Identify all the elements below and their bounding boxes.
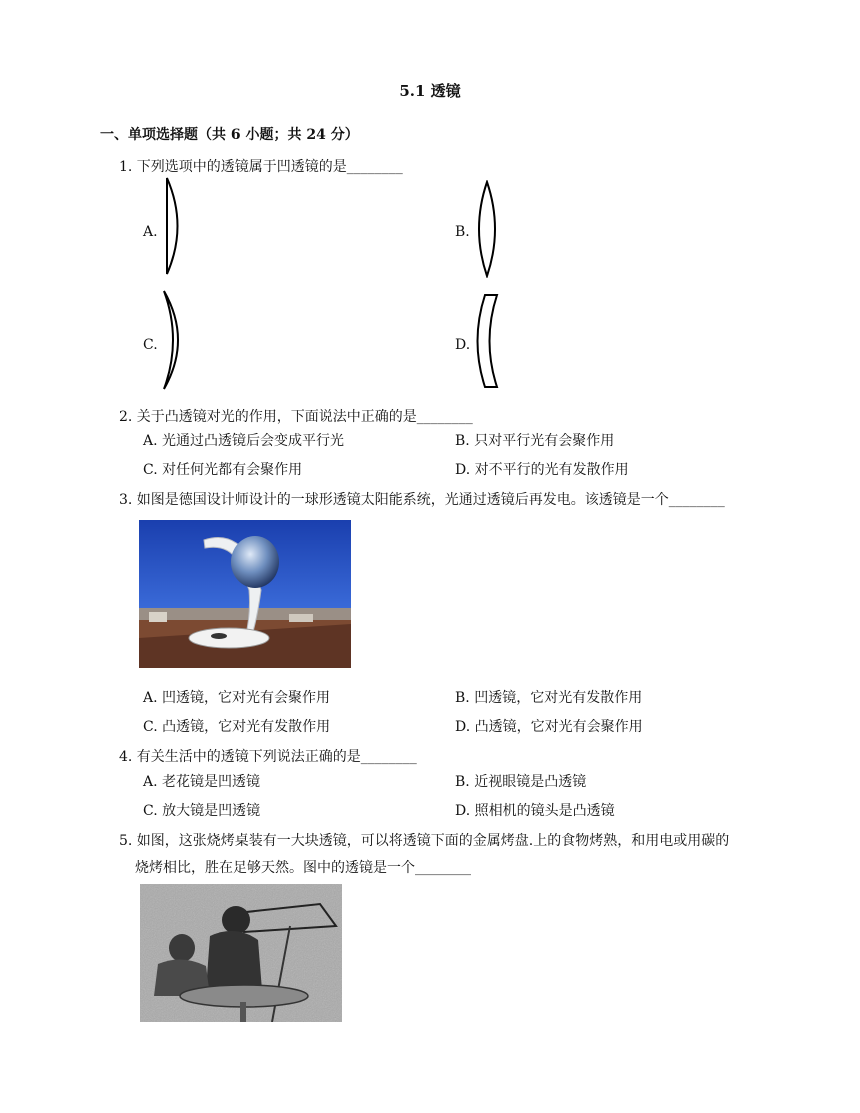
page-title: 5.1 透镜 [399,82,461,100]
question-4-stem: 4. 有关生活中的透镜下列说法正确的是________ [119,749,417,765]
biconvex-lens-icon [472,180,502,278]
q1-label-c: C. [143,337,158,353]
q2-option-b: B. 只对平行光有会聚作用 [455,433,615,449]
meniscus-convex-lens-icon [160,288,190,392]
q4-option-d: D. 照相机的镜头是凸透镜 [455,803,615,819]
bbq-table-photo [140,884,342,1022]
q3-option-d: D. 凸透镜，它对光有会聚作用 [455,719,643,735]
q2-option-a: A. 光通过凸透镜后会变成平行光 [143,433,345,449]
concave-lens-icon [470,292,504,390]
section-heading: 一、单项选择题（共 6 小题；共 24 分） [100,127,359,143]
plano-convex-lens-icon [160,176,186,276]
question-2-stem: 2. 关于凸透镜对光的作用，下面说法中正确的是________ [119,409,473,425]
q3-option-c: C. 凸透镜，它对光有发散作用 [143,719,331,735]
q2-option-d: D. 对不平行的光有发散作用 [455,462,629,478]
q3-option-b: B. 凹透镜，它对光有发散作用 [455,690,643,706]
q1-label-d: D. [455,337,471,353]
q1-label-a: A. [143,224,158,240]
q4-option-c: C. 放大镜是凹透镜 [143,803,261,819]
question-1-stem: 1. 下列选项中的透镜属于凹透镜的是________ [119,159,403,175]
q1-label-b: B. [455,224,470,240]
question-5-stem-line2: 烧烤相比，胜在足够天然。图中的透镜是一个________ [135,860,471,876]
question-3-stem: 3. 如图是德国设计师设计的一球形透镜太阳能系统，光通过透镜后再发电。该透镜是一个________ [119,492,725,508]
q3-option-a: A. 凹透镜，它对光有会聚作用 [143,690,331,706]
q4-option-b: B. 近视眼镜是凸透镜 [455,774,587,790]
question-5-stem-line1: 5. 如图，这张烧烤桌装有一大块透镜，可以将透镜下面的金属烤盘.上的食物烤熟，和用电或用碳的 [119,833,730,849]
solar-lens-photo [139,520,351,668]
q2-option-c: C. 对任何光都有会聚作用 [143,462,303,478]
q4-option-a: A. 老花镜是凹透镜 [143,774,261,790]
